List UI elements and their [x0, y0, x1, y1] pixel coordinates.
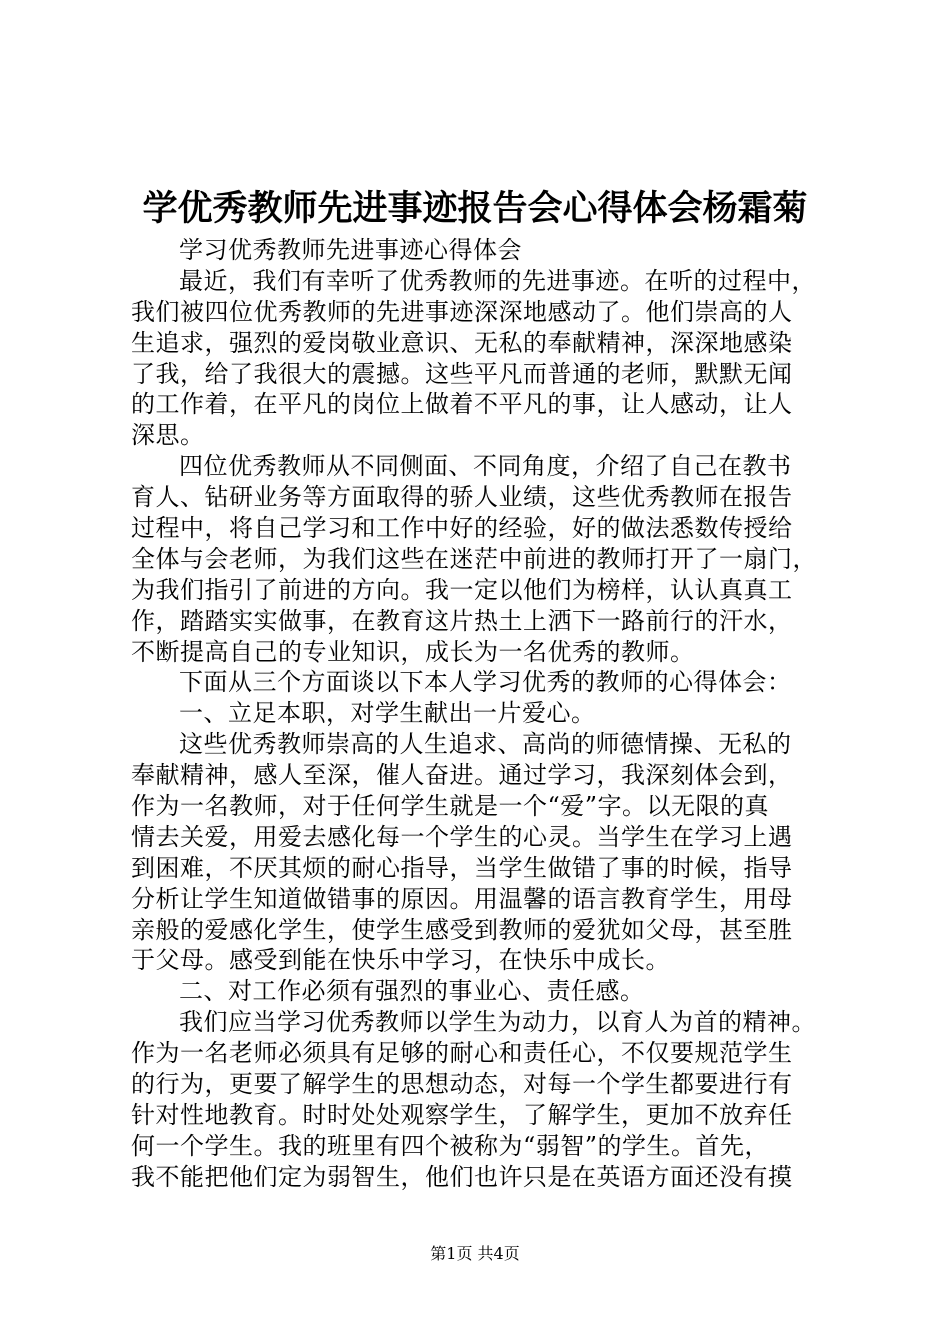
text-line: 的工作着，在平凡的岗位上做着不平凡的事，让人感动，让人	[131, 390, 793, 419]
text-line: 最近，我们有幸听了优秀教师的先进事迹。在听的过程中，	[179, 266, 816, 295]
text-line: 亲般的爱感化学生，使学生感受到教师的爱犹如父母，甚至胜	[131, 915, 793, 944]
text-line: 全体与会老师，为我们这些在迷茫中前进的教师打开了一扇门，	[131, 544, 817, 573]
text-line: 作为一名老师必须具有足够的耐心和责任心，不仅要规范学生	[131, 1039, 793, 1068]
text-line: 分析让学生知道做错事的原因。用温馨的语言教育学生，用母	[131, 884, 793, 913]
text-line: 我们应当学习优秀教师以学生为动力，以育人为首的精神。	[179, 1008, 816, 1037]
text-line: 四位优秀教师从不同侧面、不同角度，介绍了自己在教书	[179, 452, 792, 481]
text-line: 的行为，更要了解学生的思想动态，对每一个学生都要进行有	[131, 1070, 793, 1099]
text-line: 一、立足本职，对学生献出一片爱心。	[179, 699, 596, 728]
text-line: 过程中，将自己学习和工作中好的经验，好的做法悉数传授给	[131, 514, 793, 543]
text-line: 了我，给了我很大的震撼。这些平凡而普通的老师，默默无闻	[131, 359, 793, 388]
text-line: 为我们指引了前进的方向。我一定以他们为榜样，认认真真工	[131, 575, 793, 604]
text-line: 针对性地教育。时时处处观察学生，了解学生，更加不放弃任	[131, 1100, 793, 1129]
text-line: 作为一名教师，对于任何学生就是一个“爱”字。以无限的真	[131, 792, 770, 821]
text-line: 奉献精神，感人至深，催人奋进。通过学习，我深刻体会到，	[131, 761, 793, 790]
text-line: 这些优秀教师崇高的人生追求、高尚的师德情操、无私的	[179, 730, 792, 759]
text-line: 生追求，强烈的爱岗敬业意识、无私的奉献精神，深深地感染	[131, 328, 793, 357]
document-title: 学优秀教师先进事迹报告会心得体会杨霜菊	[142, 188, 808, 229]
text-line: 育人、钻研业务等方面取得的骄人业绩，这些优秀教师在报告	[131, 483, 793, 512]
text-line: 作，踏踏实实做事，在教育这片热土上洒下一路前行的汗水，	[131, 606, 793, 635]
text-line: 我不能把他们定为弱智生，他们也许只是在英语方面还没有摸	[131, 1162, 793, 1191]
text-line: 不断提高自己的专业知识，成长为一名优秀的教师。	[131, 637, 695, 666]
text-line: 深思。	[131, 421, 205, 450]
text-line: 学习优秀教师先进事迹心得体会	[179, 236, 522, 264]
text-line: 何一个学生。我的班里有四个被称为“弱智”的学生。首先，	[131, 1131, 770, 1160]
text-line: 下面从三个方面谈以下本人学习优秀的教师的心得体会：	[179, 668, 792, 697]
page-footer: 第1页 共4页	[430, 1244, 520, 1263]
text-line: 情去关爱，用爱去感化每一个学生的心灵。当学生在学习上遇	[131, 822, 793, 851]
text-line: 二、对工作必须有强烈的事业心、责任感。	[179, 977, 645, 1006]
document-body	[131, 235, 836, 1193]
text-line: 于父母。感受到能在快乐中学习，在快乐中成长。	[131, 946, 670, 975]
text-line: 我们被四位优秀教师的先进事迹深深地感动了。他们崇高的人	[131, 297, 793, 326]
text-line: 到困难，不厌其烦的耐心指导，当学生做错了事的时候，指导	[131, 853, 793, 882]
